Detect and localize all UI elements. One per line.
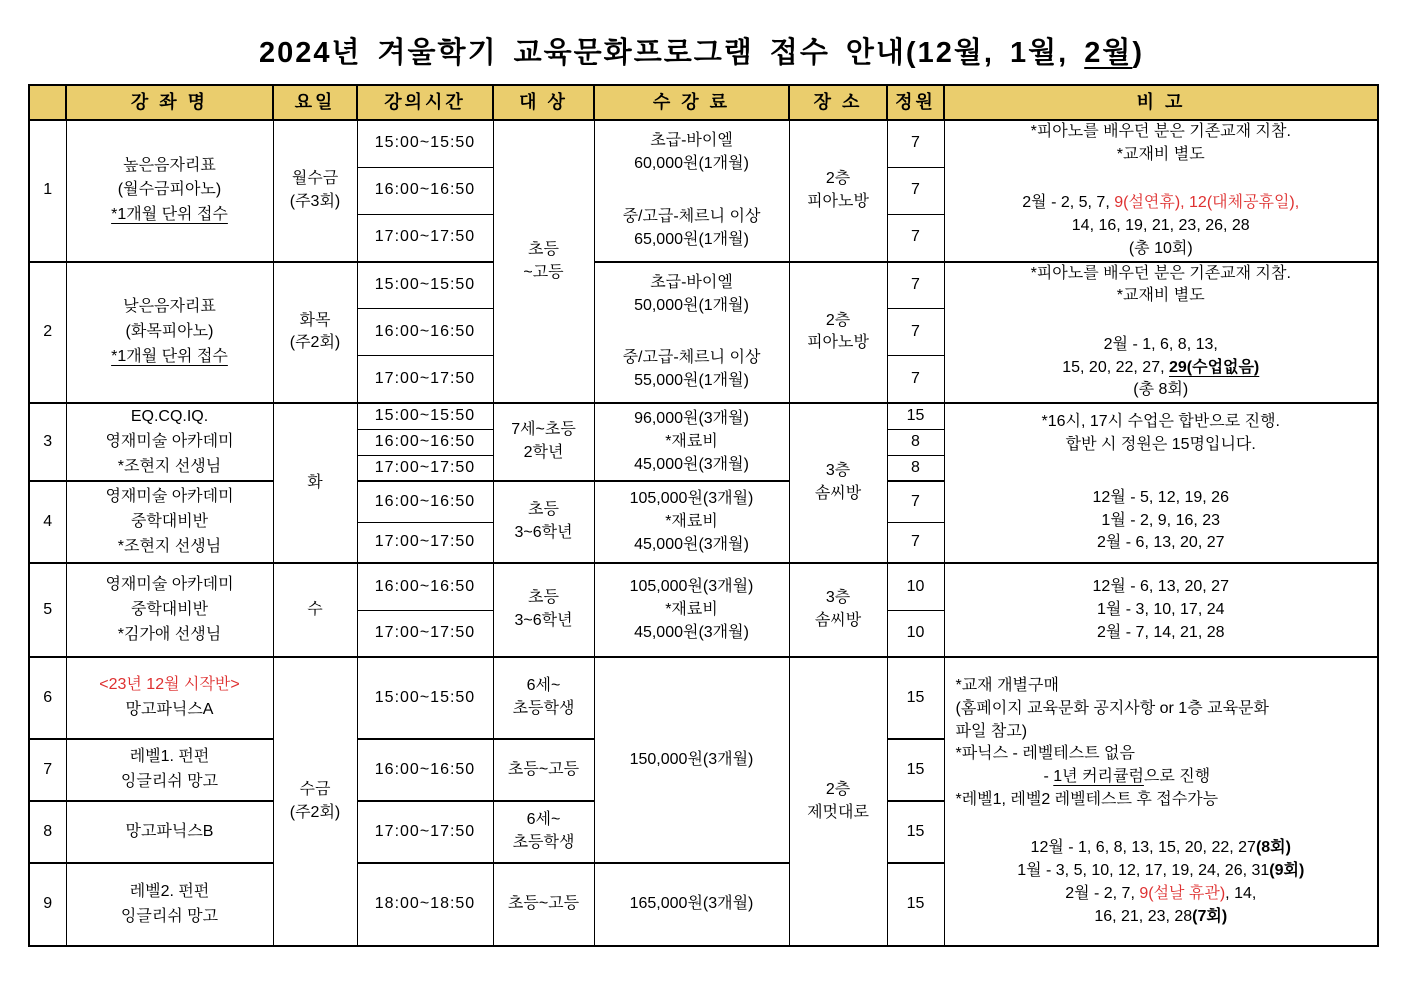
header-time: 강의시간 [357, 85, 493, 120]
course-2-time-1: 15:00~15:50 [357, 262, 493, 309]
table-row [29, 403, 1378, 429]
page-title [0, 0, 1403, 84]
course-8-target [493, 801, 594, 863]
note-line: *교재비 별도 [1116, 145, 1205, 163]
course-9-time: 18:00~18:50 [357, 863, 493, 946]
note-line [948, 883, 1375, 906]
fee-line: 중/고급-체르니 이상 [622, 207, 761, 225]
table-row [29, 657, 1378, 739]
course-5-name [66, 563, 273, 657]
fee-line: 105,000원(3개월) [629, 578, 754, 596]
day-courses-3-4: 화 [273, 403, 357, 563]
day-line: 월수금 [291, 170, 339, 188]
course-3-name [66, 403, 273, 481]
header-target: 대 상 [493, 85, 594, 120]
course-name-line: 망고파닉스A [125, 701, 214, 719]
note-text: 2월 - 2, 7, [1065, 884, 1140, 902]
target-courses-1-2 [493, 120, 594, 403]
course-2-time-2: 16:00~16:50 [357, 309, 493, 356]
course-8-no: 8 [29, 801, 66, 863]
course-6-target [493, 657, 594, 739]
note-line: 합반 시 정원은 15명입니다. [1065, 436, 1256, 454]
course-5-target [493, 563, 594, 657]
place-line: 2층 [825, 311, 851, 329]
course-name-line: (월수금피아노) [117, 181, 222, 199]
course-5-place [789, 563, 887, 657]
note-line: 1월 - 3, 10, 17, 24 [1096, 600, 1225, 618]
course-9-fee: 165,000원(3개월) [594, 863, 789, 946]
fee-line: *재료비 [665, 432, 718, 450]
place-line: 2층 [825, 780, 851, 798]
note-line: *피아노를 배우던 분은 기존교재 지참. [1030, 264, 1291, 282]
course-2-place [789, 262, 887, 404]
note-line: *교재비 별도 [1116, 287, 1205, 305]
course-7-time: 16:00~16:50 [357, 739, 493, 801]
fee-line: 96,000원(3개월) [634, 410, 749, 428]
fee-line: 초급-바이엘 [650, 132, 733, 150]
note-line: 파일 참고) [955, 722, 1028, 740]
note-text: - [1043, 767, 1054, 785]
fee-line: *재료비 [665, 512, 718, 530]
fee-line: 55,000원(1개월) [634, 372, 749, 390]
course-5-capacity-2: 10 [887, 610, 944, 657]
course-2-capacity-3: 7 [887, 356, 944, 403]
course-1-no: 1 [29, 120, 66, 262]
title-prefix: 2024년 겨울학기 교육문화프로그램 접수 안내(12월, 1월, [258, 37, 1085, 69]
note-text: 15, 20, 22, 27, [1062, 358, 1169, 376]
note-line: *피아노를 배우던 분은 기존교재 지참. [1030, 123, 1291, 140]
course-9-capacity: 15 [887, 863, 944, 946]
place-courses-3-4 [789, 403, 887, 563]
course-1-capacity-1: 7 [887, 120, 944, 167]
note-line: 2월 - 1, 6, 8, 13, [1103, 336, 1218, 354]
header-place: 장 소 [789, 85, 887, 120]
course-5-fee [594, 563, 789, 657]
note-text: 으로 진행 [1143, 767, 1211, 785]
target-line: 초등 [528, 240, 559, 258]
course-name-line: *김가애 선생님 [117, 625, 222, 643]
note-line [948, 192, 1375, 215]
target-line: 2학년 [523, 444, 564, 462]
place-line: 피아노방 [807, 334, 869, 352]
note-line [948, 357, 1375, 380]
course-1-time-1: 15:00~15:50 [357, 120, 493, 167]
place-line: 솜씨방 [814, 485, 862, 503]
target-line: 3~6학년 [514, 612, 573, 630]
note-line: *16시, 17시 수업은 합반으로 진행. [1041, 413, 1280, 431]
note-text: 16, 21, 23, 28 [1094, 907, 1193, 925]
header-course: 강 좌 명 [66, 85, 273, 120]
course-6-no: 6 [29, 657, 66, 739]
note-text: 12월 - 1, 6, 8, 13, 15, 20, 22, 27 [1030, 839, 1256, 857]
course-1-time-2: 16:00~16:50 [357, 167, 493, 214]
course-7-capacity: 15 [887, 739, 944, 801]
fee-line: 45,000원(3개월) [634, 455, 749, 473]
target-line: 초등학생 [512, 700, 575, 718]
fee-courses-6-8: 150,000원(3개월) [594, 657, 789, 863]
day-line: 화목 [299, 311, 331, 329]
place-line: 피아노방 [807, 192, 869, 210]
note-no-class-bold: 29(수업없음) [1168, 358, 1260, 376]
note-line: (홈페이지 교육문화 공지사항 or 1층 교육문화 [955, 699, 1269, 717]
course-2-day [273, 262, 357, 404]
fee-line: *재료비 [665, 600, 718, 618]
fee-line: 60,000원(1개월) [634, 155, 749, 173]
course-name-line: 영재미술 아카데미 [105, 487, 234, 505]
course-name-line: 낮은음자리표 [123, 298, 216, 316]
target-line: ~고등 [523, 263, 564, 281]
day-line: 수금 [299, 780, 331, 798]
note-line: (총 8회) [1133, 381, 1189, 399]
note-line [948, 860, 1375, 883]
course-4-no: 4 [29, 481, 66, 563]
note-courses-6-9 [944, 657, 1378, 946]
note-count-bold: (9회) [1269, 862, 1305, 880]
course-3-target [493, 403, 594, 481]
course-name-line: (화목피아노) [125, 322, 214, 340]
place-line: 제멋대로 [807, 803, 869, 821]
course-8-time: 17:00~17:50 [357, 801, 493, 863]
title-underlined-month: 2월 [1084, 37, 1133, 69]
course-5-note [944, 563, 1378, 657]
note-line [948, 766, 1375, 789]
course-9-name [66, 863, 273, 946]
course-4-time-1: 16:00~16:50 [357, 481, 493, 522]
note-line: 1월 - 2, 9, 16, 23 [1101, 511, 1221, 529]
course-4-capacity-1: 7 [887, 481, 944, 522]
course-3-no: 3 [29, 403, 66, 481]
place-line: 2층 [825, 170, 851, 188]
note-line: *파닉스 - 레벨테스트 없음 [955, 745, 1135, 763]
course-name-line: 중학대비반 [130, 600, 209, 618]
note-line [948, 906, 1375, 929]
fee-line: 50,000원(1개월) [634, 296, 749, 314]
place-line: 3층 [825, 462, 851, 480]
note-holiday-red: 9(설날 휴관) [1139, 884, 1226, 902]
course-2-capacity-2: 7 [887, 309, 944, 356]
course-1-name [66, 120, 273, 262]
note-text: , 14, [1225, 884, 1257, 902]
header-note: 비 고 [944, 85, 1378, 120]
course-6-time: 15:00~15:50 [357, 657, 493, 739]
course-4-time-2: 17:00~17:50 [357, 522, 493, 563]
note-holiday-red: 9(설연휴), 12(대체공휴일), [1114, 194, 1300, 212]
fee-line: 초급-바이엘 [650, 273, 733, 291]
course-3-fee [594, 403, 789, 481]
fee-line: 65,000원(1개월) [634, 230, 749, 248]
course-4-target [493, 481, 594, 563]
note-text: 2월 - 2, 5, 7, [1022, 194, 1115, 212]
fee-line: 105,000원(3개월) [629, 490, 754, 508]
course-name-line: 중학대비반 [130, 512, 209, 530]
fee-line: 45,000원(3개월) [634, 623, 749, 641]
day-line: (주2회) [289, 803, 341, 821]
course-4-capacity-2: 7 [887, 522, 944, 563]
course-1-capacity-2: 7 [887, 167, 944, 214]
course-name-line: 잉글리쉬 망고 [120, 773, 219, 791]
target-line: 6세~ [526, 677, 561, 695]
course-7-target: 초등~고등 [493, 739, 594, 801]
header-no [29, 85, 66, 120]
course-start-badge: <23년 12월 시작반> [99, 676, 240, 694]
course-5-no: 5 [29, 563, 66, 657]
course-5-time-2: 17:00~17:50 [357, 610, 493, 657]
note-text: 1월 - 3, 5, 10, 12, 17, 19, 24, 26, 31 [1017, 862, 1270, 880]
fee-line: 중/고급-체르니 이상 [622, 349, 761, 367]
table-row [29, 563, 1378, 610]
note-line: *레벨1, 레벨2 레벨테스트 후 접수가능 [955, 790, 1219, 808]
course-5-day: 수 [273, 563, 357, 657]
course-name-line: 영재미술 아카데미 [105, 432, 234, 450]
course-name-line: 영재미술 아카데미 [105, 575, 234, 593]
target-line: 3~6학년 [514, 524, 573, 542]
course-3-capacity-3: 8 [887, 455, 944, 481]
day-line: (주2회) [289, 334, 341, 352]
course-2-capacity-1: 7 [887, 262, 944, 309]
header-fee: 수 강 료 [594, 85, 789, 120]
course-4-name [66, 481, 273, 563]
course-9-target: 초등~고등 [493, 863, 594, 946]
place-line: 솜씨방 [814, 612, 862, 630]
note-line: *교재 개별구매 [955, 677, 1059, 695]
course-3-capacity-2: 8 [887, 429, 944, 455]
note-line: 2월 - 6, 13, 20, 27 [1096, 534, 1225, 552]
day-line: (주3회) [289, 192, 341, 210]
course-7-name [66, 739, 273, 801]
course-9-no: 9 [29, 863, 66, 946]
course-name-line: 잉글리쉬 망고 [120, 907, 219, 925]
course-8-name: 망고파닉스B [66, 801, 273, 863]
place-courses-6-9 [789, 657, 887, 946]
day-courses-6-9 [273, 657, 357, 946]
course-name-line: EQ.CQ.IQ. [130, 407, 209, 425]
note-line [948, 837, 1375, 860]
course-7-no: 7 [29, 739, 66, 801]
note-line: 12월 - 6, 13, 20, 27 [1092, 578, 1229, 596]
note-line: 12월 - 5, 12, 19, 26 [1092, 488, 1229, 506]
course-2-time-3: 17:00~17:50 [357, 356, 493, 403]
course-8-capacity: 15 [887, 801, 944, 863]
course-name-line: 레벨2. 펀펀 [129, 882, 210, 900]
course-name-line: *1개월 단위 접수 [111, 347, 228, 365]
course-name-line: *1개월 단위 접수 [111, 206, 228, 224]
course-1-place [789, 120, 887, 262]
course-3-time-2: 16:00~16:50 [357, 429, 493, 455]
title-suffix: ) [1132, 37, 1145, 69]
course-3-time-1: 15:00~15:50 [357, 403, 493, 429]
course-name-line: *조현지 선생님 [117, 457, 222, 475]
course-1-day [273, 120, 357, 262]
target-line: 6세~ [526, 811, 561, 829]
course-1-fee [594, 120, 789, 262]
course-3-time-3: 17:00~17:50 [357, 455, 493, 481]
place-line: 3층 [825, 589, 851, 607]
course-4-fee [594, 481, 789, 563]
course-3-capacity-1: 15 [887, 403, 944, 429]
course-6-capacity: 15 [887, 657, 944, 739]
course-name-line: *조현지 선생님 [117, 537, 222, 555]
note-line: 2월 - 7, 14, 21, 28 [1096, 623, 1225, 641]
note-courses-3-4 [944, 403, 1378, 563]
table-row [29, 120, 1378, 167]
note-count-bold: (7회) [1192, 907, 1228, 925]
header-row [29, 85, 1378, 120]
course-2-note [944, 262, 1378, 404]
note-line: 14, 16, 19, 21, 23, 26, 28 [1071, 217, 1250, 235]
note-line: (총 10회) [1128, 239, 1193, 257]
course-name-line: 레벨1. 펀펀 [129, 748, 210, 766]
course-2-no: 2 [29, 262, 66, 404]
target-line: 초등 [528, 501, 559, 519]
target-line: 초등 [528, 589, 559, 607]
header-day: 요일 [273, 85, 357, 120]
course-5-capacity-1: 10 [887, 563, 944, 610]
note-count-bold: (8회) [1255, 839, 1291, 857]
note-curriculum-underline: 1년 커리큘럼 [1053, 767, 1144, 785]
course-5-time-1: 16:00~16:50 [357, 563, 493, 610]
table-row [29, 262, 1378, 309]
target-line: 초등학생 [512, 834, 575, 852]
course-1-note [944, 120, 1378, 262]
course-1-capacity-3: 7 [887, 214, 944, 261]
course-1-time-3: 17:00~17:50 [357, 214, 493, 261]
course-name-line: 높은음자리표 [123, 156, 216, 174]
target-line: 7세~초등 [511, 421, 576, 439]
fee-line: 45,000원(3개월) [634, 535, 749, 553]
course-2-name [66, 262, 273, 404]
header-capacity: 정원 [887, 85, 944, 120]
schedule-table [28, 84, 1379, 947]
course-2-fee [594, 262, 789, 404]
course-6-name [66, 657, 273, 739]
